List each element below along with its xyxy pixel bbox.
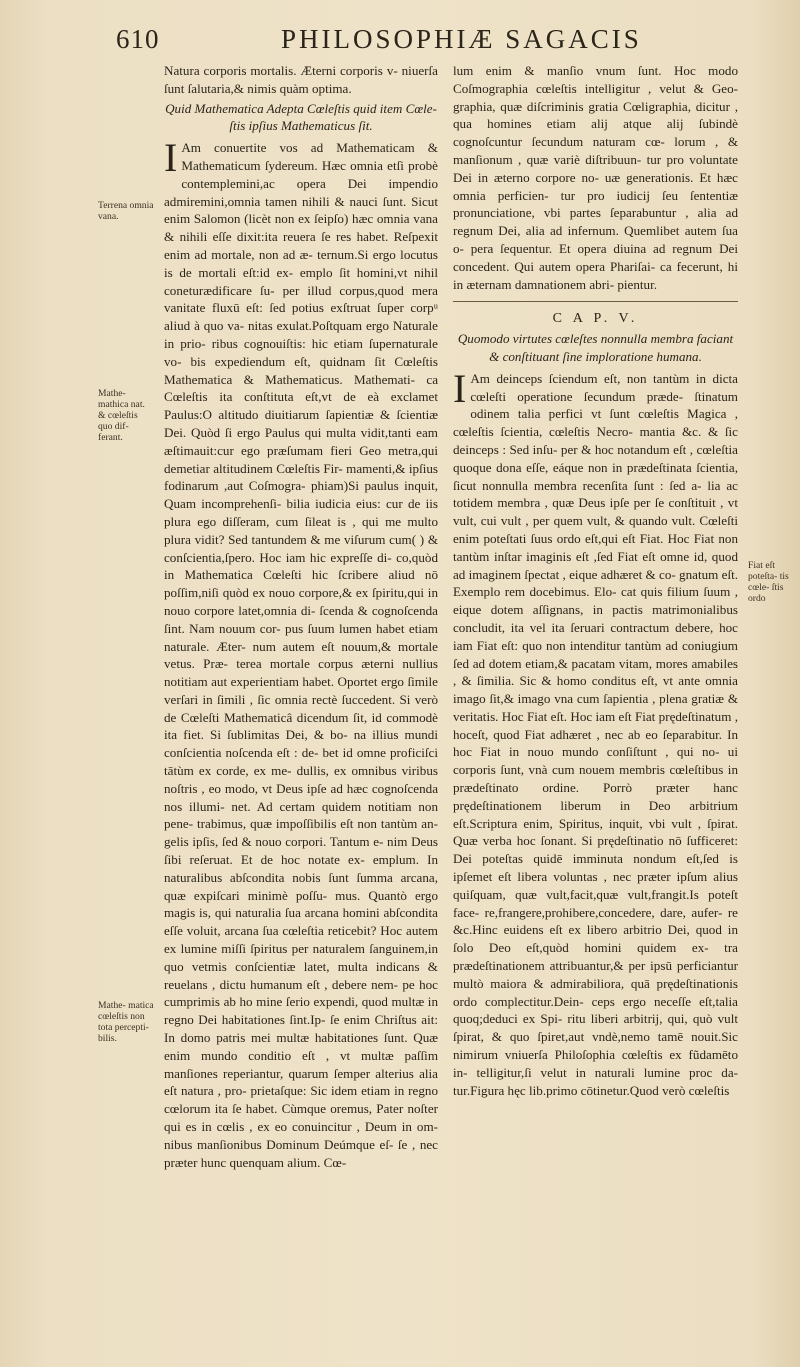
margin-note-mathematica-coel: Mathe- matica cœleſtis non tota percepti- bilis. — [98, 1000, 154, 1044]
left-column — [164, 62, 438, 1362]
page-header — [116, 24, 786, 64]
margin-note-terrena: Terrena omnia vana. — [98, 200, 154, 222]
left-body-text: Am conuertite vos ad Mathematicam & Mathematicum ſydereum. Hæc omnia etſi probè contemplemini,ac opera Dei impendio admiremini,omnia tamen nihili & nauci ſunt. Sicut enim Salomon (licèt non ex ſeipſo) hæc omnia vana & nihili eſſe dixit:ita reuera ſe res habet. Reſpexit enim ad mortale, non ad æ- ternum.Si ergo locutus is de mortali eſt:id ex- emplo ſit homini,vt nihil coneturædificare ſu- per illud corpus,quod mera vanitate fluxū eſt: ſed potius exſtruat ſuper corpᵘ aliud à quo va- nitas exulat.Poſtquam ergo Naturale in prio- ribus cognouiſtis: hic etiam ſupernaturale vo- bis expediendum eſt, quidnam ſit Cœleſtis Mathematica & Mathematicus. Mathemati- ca Cœleſtis ita conſtituta eſt,vt de eà exclamet Paulus:O altitudo diuitiarum ſapientiæ & ſcientiæ Dei. Quòd ſi ergo Paulus qui multa vidit,tanti eam æſtimauit:cur ego præſumam fieri Geo metra,qui demetiar altitudinem Cœleſtis Fir- mamenti,& ipſius fodinarum ,aut Coſmogra- phiam)Si paulus inquit, Quam incomprehenſi- bilia iudicia eius: cur de iis plura ego diſſeram, cum ſileat is , qui me multo plura vidit? Sed tantundem & me viſurum cum( ) & conſcientia,ſpero. Hoc iam hic expreſſe di- co,quòd in Mathematica Cœleſti hic ſcribere aliud nō poſſim,niſi quòd ex nouo corpore,& ex ſpiritu,qui in nouo corpore latet,omnia di- ſcenda & cognoſcenda ſint. Nam nouum cor- pus ſuum lumen habet etiam naturale. Æter- num autem eſt nouum,& mortale vetus. Præ- terea mortale corpus æterni nullius notitiam aut experientiam habet. Oportet ergo ſimile verſari in ſimili , ſic omnia rectè ſuccedent. Si verò de Cœleſti Mathematicâ dicendum ſit, id commodè ita fiet. Si ſublimitas Dei, & bo- na illius mundi conſcientia noſcenda eſt : de- bet id omne proficiſci tātùm ex corde, ex me- dullis, ex omnibus viribus noſtris , eo modo, vt Deus ipſe ad hæc cognoſcenda nos illumi- net. Ad certam quidem notitiam non pene- trabimus, quæ impoſſibilis eſt non tantùm an- gelis ipſis, ſed & nouo corpori. Tantum e- nim Deus ſibi reſeruat. Et de hoc notate ex- emplum. In naturalibus abſcondita nobis ſunt ſumma arcana, quæ expiſcari minimè poſſu- mus. Quantò ergo magis is, qui naturalia ſua arcana homini abſcondita eſſe voluit, arcana ſua cœleſtia reticebit? Hoc autem ex lumine miſſi ſpiritus per naturalem ſanguinem,in quo vetmis conſcientiæ latet, multa indicans & reuelans , dictu humanum eſt , debere nem- pe hoc cumprimis ab ho mine ſerio expendi, quod multæ in regno Dei habitationes ſint.Ip- ſe enim Chriſtus ait: In domo patris mei multæ habitationes ſunt. Quæ enim mundo conditio eſt , vt multæ paſſim manſiones reperiantur, quarum ſemper alterius alia eſt natura , pro- prietaſque: Sic idem etiam in regno cœlorum ita ſe habet. Cùmque oremus, Pater noſter qui es in cœlis , ex eo conuincitur , Deum in om- nibus manſionibus Dominum Deúmque eſ- ſe , nec præter hunc quenquam alium. Cœ- — [164, 140, 438, 1170]
running-title: PHILOSOPHIÆ SAGACIS — [281, 24, 642, 54]
right-column — [453, 62, 738, 1362]
dropcap: I — [453, 365, 467, 411]
right-body-text: Am deinceps ſciendum eſt, non tantùm in dicta cœleſti operatione ſecundum præde- ſtinatum odinem talia perfici vt ſunt cœleſtis Magica , cœleſtis ſcientia, cœleſtis Necro- mantia &c. & ſic deinceps : Sed inſu- per & hoc notandum eſt , cœleſtia quoque dona eſſe, eáque non in prædeſtinata ſcientia, ſicut nonnulla membra recenſita ſunt : ſed a- lia ac totidem membra , quæ Deus ipſe per ſe conſtituit , vt vult, cui vult , per quem vult, & quando vult. Cœleſti enim poteſtati ſuus ordo eſt,qui eſt Fiat. Hoc Fiat non tantùm inſtar imaginis eſt ,ſed Fiat eſt omne id, quod ad imaginem ſpectat , eique adhæret & co- gnatum eſt. Exemplo rem docebimus. Elo- cat quis filium ſuum , eique dotem aſſignans, in pactis matrimonialibus concludit, ita vel ita ſeruari contractum debere, hoc iam Fiat eſt: quo non intenditur tantùm ad coniugium ſed ad dotem etiam,& pacatam vitam, mores amabiles , & ſimilia. Sic & homo conditus eſt, vt ante omnia imago ſit,& imago vna cum ſapientia , plena gratiæ & veritatis. Hoc Fiat eſt. Hoc iam eſt Fiat prędeſtinatum , hoceſt, quod Fiat adhæret , nec ab eo ſeparabitur. In hoc Fiat in nouo mundo conſiſtunt , qui no- ui corporis ſunt, vnà cum nouem membris cœleſtibus in prædeſtinato ordine. Porrò præter hanc prędeſtinationem liberum in Deo arbitrium eſt.Scriptura enim, Spiritus, inquit, vbi vult , ſpirat. Quæ verba hoc ſonant. Si prędeſtinatio nō ſufficeret: Dei poteſtas quidē imminuta nondum eſt,ſed is ipſemet eſt libera voluntas , nec præter ipſum alius quiſquam, quæ vult,facit,quæ vult,frangit.Is poteſt face- re,frangere,prohibere,concedere, dare, aufer- re &c.Hinc euidens eſt ex libero arbitrio Dei, quod in ſolo Deo eſt,quòd homini quidem ex- tra prædeſtinationem attribuantur,& per ipsū perficiantur multò maiora & admirabiliora, quā prędeſtinationis ordo complectitur.Dein- ceps ergo neceſſe eſt,talia quoq;deduci ex Spi- ritu liberi arbitrij, qui, quò vult ſpirat, & quo ſpiret,aut vndè,nemo tamē nouit.Sic nimirum vniuerſa Philoſophia cœleſtis ex fũdamēto in- telligitur,ſi velut in naturali lumine proc da- tur.Figura hęc lib.primo cōtinetur.Quod verò cœleſtis — [453, 370, 738, 1098]
chapter-heading: C A P. V. — [552, 311, 639, 327]
section-subheading: Quid Mathematica Adepta Cœleſtis quid item Cœle- ſtis ipſius Mathematicus ſit. — [165, 100, 437, 134]
margin-note-mathematica-nat: Mathe- mathica nat. & cœleſtis quo dif- ferant. — [98, 388, 145, 443]
margin-note-fiat: Fiat eſt poteſta- tis cœle- ſtis ordo — [748, 560, 789, 604]
chapter-body — [453, 365, 738, 1100]
body-paragraph — [164, 135, 438, 1171]
right-top-paragraph: lum enim & manſio vnum ſunt. Hoc modo Coſmographia cœleſtis intelligitur , velut & Geo- graphia, quæ diſcriminis gratia Cœligraphia, dicitur , qua homines etiam alij atque alij ſubindè cognoſcuntur ſecundum naturam cœ- lorum , & manſionum , quæ variè diſtribuun- tur pro voluntate Dei in æterno corpore no- uæ generationis. Et hæc omnia perficien- tur pro iudicij ſeu ſententiæ pronunciatione, vbi partes ſeparabuntur , alia ad regnum Dei, alia ad infernum. Quemlibet autem ſua o- pera ſequentur. Et opera diuina ad regnum Dei concedent. Qui autem opera Phariſai- ca fecerunt, hi in æternam damnationem abri- pientur. — [453, 63, 738, 292]
dropcap: I — [164, 135, 178, 181]
intro-paragraph: Natura corporis mortalis. Æterni corporis v- niuerſa ſunt ſalutaria,& nimis quàm optima. — [164, 63, 438, 96]
chapter-subheading: Quomodo virtutes cœleſtes nonnulla membra faciant & conſtituant ſine imploratione humana. — [457, 331, 734, 364]
folio-number: 610 — [116, 24, 160, 54]
section-rule — [453, 301, 738, 302]
